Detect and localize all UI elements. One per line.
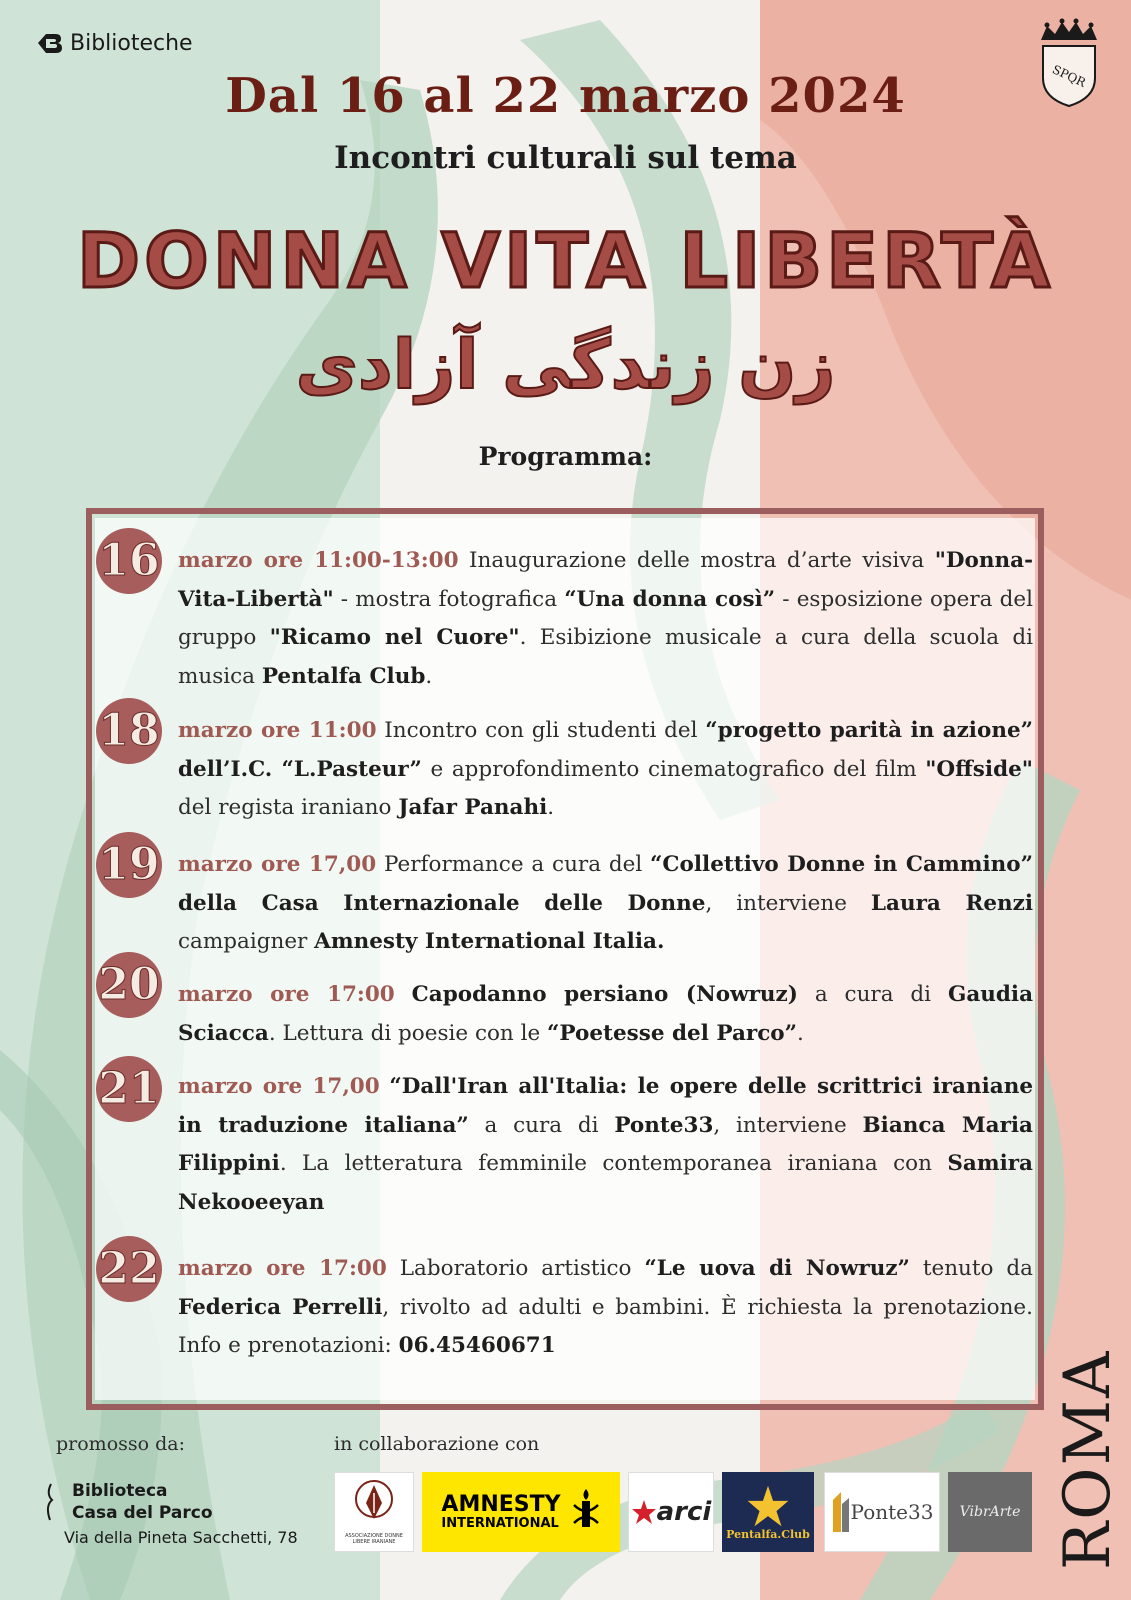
event-text: . La letteratura femminile contemporanea iraniana con (279, 1151, 948, 1176)
event-highlight: Gaudia Sciacca (178, 982, 1034, 1046)
persian-title: زن زندگی آزادی (295, 326, 836, 405)
event-highlight: “Poetesse del Parco” (547, 1020, 798, 1046)
event-highlight: Samira Nekooeeyan (178, 1151, 1033, 1215)
event-highlight: Ponte33 (614, 1112, 714, 1138)
day-number: 19 (98, 839, 160, 890)
biblioteche-logo (34, 28, 193, 58)
day-number: 22 (98, 1243, 160, 1294)
event-text: campaigner (178, 929, 315, 954)
event-text (380, 1074, 390, 1099)
event-text: , rivolto ad adulti e bambini. È richiesta la prenotazione. Info e prenotazioni: (178, 1294, 1033, 1358)
event-text: a cura di (468, 1112, 615, 1138)
main-title: DONNA VITA LIBERTÀ (77, 216, 1054, 305)
promoted-label: promosso da: (56, 1433, 186, 1455)
svg-text:SPQR: SPQR (1050, 62, 1088, 90)
library-casa-del-parco (40, 1480, 298, 1547)
event-highlight: "Donna-Vita-Libertà" (178, 548, 1033, 612)
program-event (178, 1068, 1033, 1222)
partner-logo-associazione-donne-iraniane (334, 1472, 414, 1552)
roma-text: ROMA (1051, 1349, 1125, 1570)
vibrarte-text: VibrArte (959, 1504, 1021, 1520)
day-number: 21 (98, 1063, 160, 1114)
event-time: marzo ore 17,00 (178, 1074, 380, 1099)
event-text: tenuto da (909, 1256, 1033, 1281)
event-text: . (547, 795, 555, 820)
event-text: - mostra fotografica (333, 586, 565, 612)
event-highlight: “Collettivo Donne in Cammino” della Casa Internazionale delle Donne (178, 852, 1033, 916)
event-highlight: "Ricamo nel Cuore" (269, 625, 520, 650)
event-time: marzo ore 17:00 (178, 982, 395, 1007)
library-hook-icon (42, 1482, 60, 1522)
event-text: - esposizione opera del gruppo (178, 586, 1033, 650)
amnesty-line1: AMNESTY (441, 1491, 561, 1517)
pentalfa-text: Pentalfa.Club (726, 1527, 810, 1541)
program-event (178, 846, 1033, 962)
event-highlight: “progetto parità in azione” (705, 718, 1033, 743)
red-star-icon (631, 1499, 657, 1525)
event-highlight: “Le uova di Nowruz” (644, 1256, 910, 1281)
event-text: , interviene (713, 1112, 863, 1138)
amnesty-line2: INTERNATIONAL (441, 1515, 559, 1531)
program-event (178, 712, 1033, 828)
associazione-caption: ASSOCIAZIONE DONNE LIBERE IRANIANE (345, 1533, 403, 1545)
library-address: Via della Pineta Sacchetti, 78 (64, 1528, 298, 1547)
program-event (178, 542, 1033, 696)
day-number: 20 (98, 959, 160, 1010)
biblioteche-icon (34, 28, 64, 58)
event-text: Incontro con gli studenti del (376, 718, 706, 743)
program-label: Programma: (478, 442, 653, 471)
event-highlight: "Offside" (925, 756, 1033, 782)
event-highlight: 06.45460671 (398, 1333, 556, 1358)
event-highlight: Amnesty International Italia. (314, 929, 665, 954)
program-event (178, 1250, 1033, 1366)
event-time: marzo ore 11:00 (178, 718, 377, 743)
ponte33-text: Ponte33 (850, 1500, 934, 1524)
event-text: a cura di (797, 982, 948, 1007)
event-highlight: Jafar Panahi (398, 795, 548, 820)
gold-star-icon (746, 1484, 790, 1528)
biblioteche-label: Biblioteche (70, 30, 193, 56)
event-dates: Dal 16 al 22 marzo 2024 (225, 68, 906, 124)
event-subtitle: Incontri culturali sul tema (334, 140, 797, 176)
event-text: Laboratorio artistico (386, 1256, 645, 1281)
event-text: Inaugurazione delle mostra d’arte visiva (458, 548, 935, 573)
event-text: . (425, 663, 433, 689)
event-highlight: Capodanno persiano (Nowruz) (411, 982, 798, 1007)
event-text: del regista iraniano (178, 795, 399, 820)
event-highlight: “Dall'Iran all'Italia: le opere delle scrittrici iraniane in traduzione italiana” (178, 1074, 1034, 1138)
event-text: , interviene (705, 890, 871, 916)
partner-logo-pentalfa (722, 1472, 814, 1552)
event-time: marzo ore 11:00-13:00 (178, 548, 459, 573)
partner-logo-vibrarte (948, 1472, 1032, 1552)
day-number: 18 (98, 705, 160, 756)
event-text: . Esibizione musicale a cura della scuola di musica (178, 625, 1034, 689)
partner-logo-amnesty (422, 1472, 620, 1552)
library-name-line2: Casa del Parco (72, 1503, 213, 1523)
day-number: 16 (98, 535, 160, 586)
event-highlight: “Una donna così” (564, 586, 776, 612)
amnesty-candle-icon (571, 1487, 601, 1537)
event-highlight: Federica Perrelli (178, 1294, 383, 1320)
event-time: marzo ore 17:00 (178, 1256, 387, 1281)
program-event (178, 976, 1033, 1053)
event-text: Performance a cura del (376, 852, 651, 877)
event-highlight: Bianca Maria Filippini (178, 1112, 1033, 1176)
arci-text: arci (656, 1497, 712, 1527)
event-text (395, 982, 412, 1007)
partner-logo-ponte33 (824, 1472, 940, 1552)
event-highlight: Pentalfa Club (261, 663, 426, 689)
event-highlight: dell’I.C. “L.Pasteur” (178, 756, 422, 782)
roma-label-vertical (1041, 1320, 1125, 1570)
partner-logo-arci (628, 1472, 714, 1552)
fountain-pen-icon (354, 1479, 394, 1533)
event-highlight: Laura Renzi (870, 890, 1034, 916)
event-time: marzo ore 17,00 (178, 852, 377, 877)
event-text: . (797, 1020, 804, 1046)
library-name-line1: Biblioteca (72, 1481, 168, 1501)
event-text: . Lettura di poesie con le (268, 1020, 548, 1046)
collaboration-label: in collaborazione con (334, 1433, 540, 1455)
event-text: e approfondimento cinematografico del film (421, 756, 926, 782)
ponte33-mark-icon (831, 1490, 851, 1534)
